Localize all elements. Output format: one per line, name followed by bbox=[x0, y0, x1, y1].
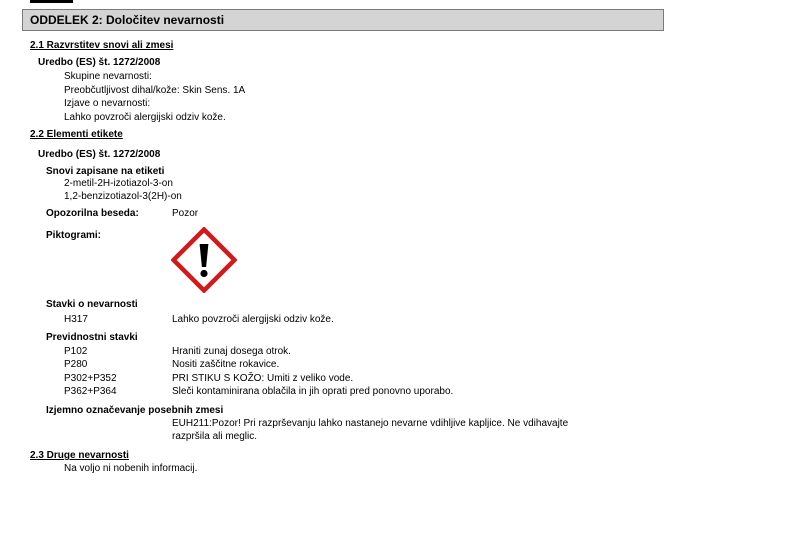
hazard-statement-label: Izjave o nevarnosti: bbox=[64, 98, 151, 109]
hazard-class-label: Skupine nevarnosti: bbox=[64, 71, 152, 82]
special-labelling-line: razpršila ali meglic. bbox=[172, 431, 258, 442]
precaution-code: P102 bbox=[64, 346, 88, 357]
page-top-rule bbox=[30, 0, 73, 3]
special-labelling-title: Izjemno označevanje posebnih zmesi bbox=[46, 405, 224, 416]
substance-item: 2-metil-2H-izotiazol-3-on bbox=[64, 178, 173, 189]
heading-2-3: 2.3 Druge nevarnosti bbox=[30, 450, 129, 461]
precaution-code: P302+P352 bbox=[64, 373, 117, 384]
precaution-text: PRI STIKU S KOŽO: Umiti z veliko vode. bbox=[172, 373, 354, 384]
precaution-text: Nositi zaščitne rokavice. bbox=[172, 359, 280, 370]
ghs07-exclamation-icon bbox=[171, 227, 237, 293]
regulation-label-2-1: Uredbo (ES) št. 1272/2008 bbox=[38, 57, 161, 68]
signal-word-label: Opozorilna beseda: bbox=[46, 208, 139, 219]
hazard-statement-value: Lahko povzroči alergijski odziv kože. bbox=[64, 112, 226, 123]
pictograms-label: Piktogrami: bbox=[46, 230, 102, 241]
precaution-code: P362+P364 bbox=[64, 386, 117, 397]
precaution-text: Hraniti zunaj dosega otrok. bbox=[172, 346, 291, 357]
substance-item: 1,2-benzizotiazol-3(2H)-on bbox=[64, 191, 182, 202]
hazard-class-value: Preobčutljivost dihal/kože: Skin Sens. 1A bbox=[64, 85, 246, 96]
label-substances-title: Snovi zapisane na etiketi bbox=[46, 166, 165, 177]
section-header bbox=[22, 9, 664, 31]
precaution-code: P280 bbox=[64, 359, 88, 370]
heading-2-2: 2.2 Elementi etikete bbox=[30, 129, 123, 140]
precautionary-statements-title: Previdnostni stavki bbox=[46, 332, 138, 343]
heading-2-1: 2.1 Razvrstitev snovi ali zmesi bbox=[30, 40, 174, 51]
regulation-label-2-2: Uredbo (ES) št. 1272/2008 bbox=[38, 149, 161, 160]
hazard-text: Lahko povzroči alergijski odziv kože. bbox=[172, 314, 334, 325]
special-labelling-line: EUH211:Pozor! Pri razprševanju lahko nastanejo nevarne vdihljive kapljice. Ne vdihavajte bbox=[172, 418, 569, 429]
section-title: ODDELEK 2: Določitev nevarnosti bbox=[30, 13, 225, 27]
signal-word-value: Pozor bbox=[172, 208, 199, 219]
other-hazards-text: Na voljo ni nobenih informacij. bbox=[64, 463, 198, 474]
precaution-text: Sleči kontaminirana oblačila in jih oprati pred ponovno uporabo. bbox=[172, 386, 454, 397]
hazard-code: H317 bbox=[64, 314, 88, 325]
hazard-statements-title: Stavki o nevarnosti bbox=[46, 299, 138, 310]
